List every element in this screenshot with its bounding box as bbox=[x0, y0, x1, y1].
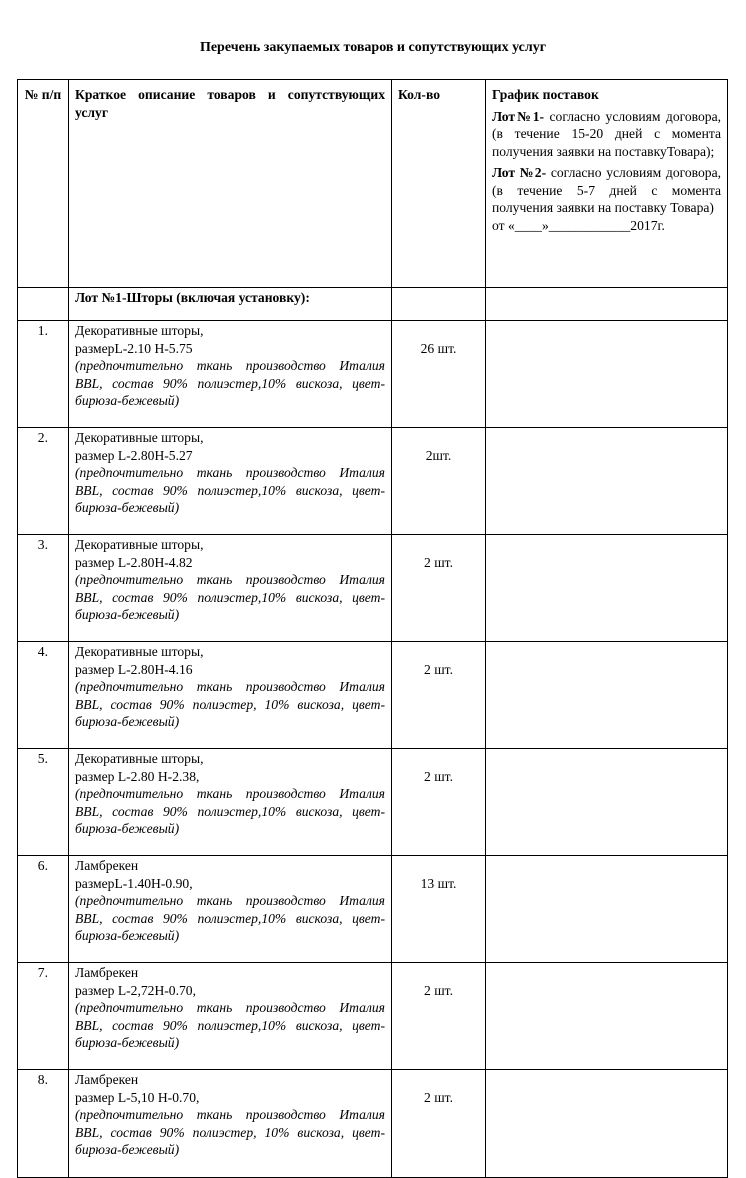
table-row bbox=[18, 963, 728, 1070]
schedule-lot1-label: Лот№1- bbox=[492, 108, 545, 124]
item-schedule-cell bbox=[486, 856, 728, 963]
item-number: 1. bbox=[18, 321, 69, 428]
item-spec: (предпочтительно ткань производство Италия BBL, состав 90% полиэстер, 10% вискоза, цвет-бирюза-бежевый) bbox=[75, 1107, 385, 1157]
item-description bbox=[69, 1070, 392, 1178]
item-number: 7. bbox=[18, 963, 69, 1070]
item-quantity: 2 шт. bbox=[392, 963, 486, 1070]
item-description bbox=[69, 321, 392, 428]
header-quantity: Кол-во bbox=[392, 80, 486, 288]
header-num: № п/п bbox=[18, 80, 69, 288]
table-header-row bbox=[18, 80, 728, 288]
lot-qty-cell bbox=[392, 288, 486, 321]
item-size: размерL-1.40H-0.90, bbox=[75, 875, 193, 891]
item-name: Ламбрекен bbox=[75, 858, 139, 873]
item-quantity: 2 шт. bbox=[392, 1070, 486, 1178]
item-schedule-cell bbox=[486, 1070, 728, 1178]
schedule-date-line: от «____»____________2017г. bbox=[492, 217, 665, 233]
item-name: Ламбрекен bbox=[75, 1072, 139, 1087]
item-spec: (предпочтительно ткань производство Италия BBL, состав 90% полиэстер,10% вискоза, цвет-бирюза-бежевый) bbox=[75, 1000, 385, 1050]
item-number: 3. bbox=[18, 535, 69, 642]
item-spec: (предпочтительно ткань производство Италия BBL, состав 90% полиэстер, 10% вискоза, цвет-бирюза-бежевый) bbox=[75, 679, 385, 729]
item-spec: (предпочтительно ткань производство Италия BBL, состав 90% полиэстер,10% вискоза, цвет-бирюза-бежевый) bbox=[75, 358, 385, 408]
schedule-lot1 bbox=[492, 108, 721, 161]
item-schedule-cell bbox=[486, 535, 728, 642]
schedule-lot2-label: Лот №2- bbox=[492, 165, 547, 180]
item-number: 2. bbox=[18, 428, 69, 535]
item-quantity: 2шт. bbox=[392, 428, 486, 535]
item-size: размер L-2.80 H-2.38, bbox=[75, 768, 200, 784]
item-name: Декоративные шторы, bbox=[75, 537, 204, 552]
item-description bbox=[69, 642, 392, 749]
item-size: размер L-2.80H-4.82 bbox=[75, 554, 193, 570]
item-name: Ламбрекен bbox=[75, 965, 139, 980]
item-size: размер L-5,10 H-0.70, bbox=[75, 1089, 200, 1105]
table-row bbox=[18, 321, 728, 428]
table-row bbox=[18, 642, 728, 749]
document-title: Перечень закупаемых товаров и сопутствующих услуг bbox=[199, 40, 547, 55]
item-number: 4. bbox=[18, 642, 69, 749]
table-row bbox=[18, 749, 728, 856]
lot-schedule-cell bbox=[486, 288, 728, 321]
table-row bbox=[18, 535, 728, 642]
item-description bbox=[69, 749, 392, 856]
item-spec: (предпочтительно ткань производство Италия BBL, состав 90% полиэстер,10% вискоза, цвет-бирюза-бежевый) bbox=[75, 786, 385, 836]
schedule-lot2-text: согласно условиям договора, (в течение 5-7 дней с момента получения заявки на поставку Товара) bbox=[492, 165, 721, 215]
item-size: размерL-2.10 H-5.75 bbox=[75, 340, 193, 356]
lot-title-row bbox=[18, 288, 728, 321]
item-schedule-cell bbox=[486, 749, 728, 856]
header-description: Краткое описание товаров и сопутствующих услуг bbox=[69, 80, 392, 288]
item-description bbox=[69, 535, 392, 642]
item-quantity: 2 шт. bbox=[392, 642, 486, 749]
item-quantity: 26 шт. bbox=[392, 321, 486, 428]
item-schedule-cell bbox=[486, 321, 728, 428]
item-spec: (предпочтительно ткань производство Италия BBL, состав 90% полиэстер,10% вискоза, цвет-бирюза-бежевый) bbox=[75, 572, 385, 622]
table-row bbox=[18, 856, 728, 963]
item-number: 6. bbox=[18, 856, 69, 963]
item-quantity: 2 шт. bbox=[392, 535, 486, 642]
lot-title: Лот №1-Шторы (включая установку): bbox=[69, 288, 392, 321]
item-name: Декоративные шторы, bbox=[75, 430, 204, 445]
schedule-title: График поставок bbox=[492, 87, 599, 102]
item-size: размер L-2.80H-5.27 bbox=[75, 447, 193, 463]
item-description bbox=[69, 963, 392, 1070]
item-spec: (предпочтительно ткань производство Италия BBL, состав 90% полиэстер,10% вискоза, цвет-бирюза-бежевый) bbox=[75, 465, 385, 515]
item-name: Декоративные шторы, bbox=[75, 644, 204, 659]
item-schedule-cell bbox=[486, 963, 728, 1070]
item-schedule-cell bbox=[486, 428, 728, 535]
schedule-lot1-text: согласно условиям договора, (в течение 15-20 дней с момента получения заявки на поставкуТовара); bbox=[492, 108, 722, 159]
item-name: Декоративные шторы, bbox=[75, 751, 204, 766]
table-row bbox=[18, 1070, 728, 1178]
item-description bbox=[69, 428, 392, 535]
goods-table bbox=[17, 79, 728, 1178]
item-schedule-cell bbox=[486, 642, 728, 749]
item-quantity: 2 шт. bbox=[392, 749, 486, 856]
item-number: 5. bbox=[18, 749, 69, 856]
table-row bbox=[18, 428, 728, 535]
item-name: Декоративные шторы, bbox=[75, 323, 204, 338]
item-size: размер L-2,72H-0.70, bbox=[75, 982, 196, 998]
item-description bbox=[69, 856, 392, 963]
item-spec: (предпочтительно ткань производство Италия BBL, состав 90% полиэстер,10% вискоза, цвет-бирюза-бежевый) bbox=[75, 893, 385, 943]
schedule-lot2 bbox=[492, 164, 721, 217]
item-number: 8. bbox=[18, 1070, 69, 1178]
item-quantity: 13 шт. bbox=[392, 856, 486, 963]
header-schedule bbox=[486, 80, 728, 288]
lot-num-cell bbox=[18, 288, 69, 321]
item-size: размер L-2.80H-4.16 bbox=[75, 661, 193, 677]
